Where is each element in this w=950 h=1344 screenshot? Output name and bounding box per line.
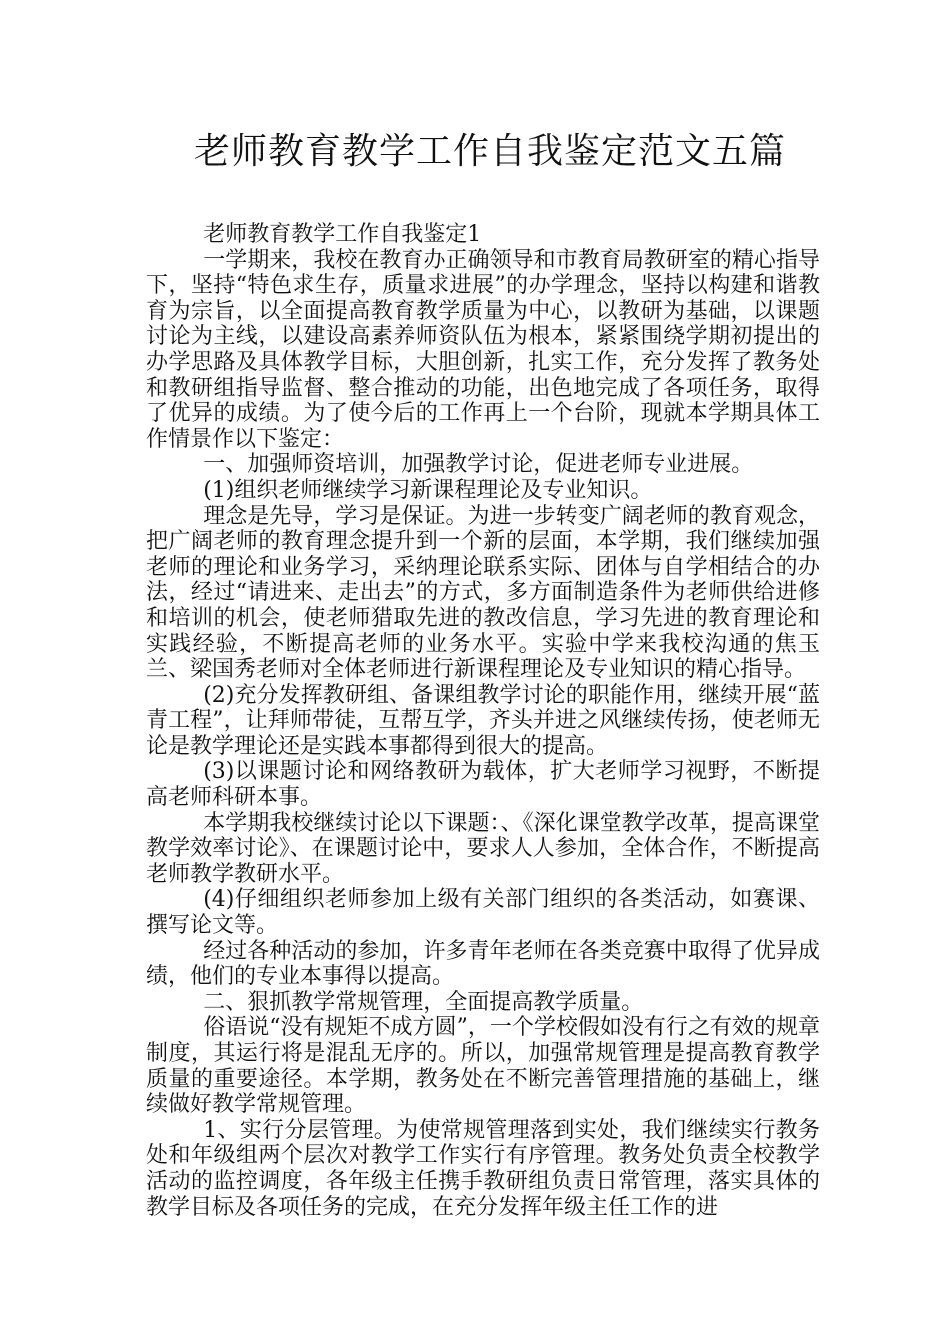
body-paragraph: (4)仔细组织老师参加上级有关部门组织的各类活动，如赛课、撰写论文等。 [146,887,820,939]
body-paragraph: 本学期我校继续讨论以下课题：、《深化课堂教学改革，提高课堂教学效率讨论》、在课题讨论中，要求人人参加，全体合作，不断提高老师教学教研水平。 [146,810,820,887]
body-paragraph: 经过各种活动的参加，许多青年老师在各类竞赛中取得了优异成绩，他们的专业本事得以提高。 [146,938,820,990]
document-title: 老师教育教学工作自我鉴定范文五篇 [193,131,786,172]
body-paragraph: (3)以课题讨论和网络教研为载体，扩大老师学习视野，不断提高老师科研本事。 [146,759,820,811]
body-paragraph: 1、实行分层管理。为使常规管理落到实处，我们继续实行教务处和年级组两个层次对教学工作实行有序管理。教务处负责全校教学活动的监控调度，各年级主任携手教研组负责日常管理，落实具体的教学目标及各项任务的完成，在充分发挥年级主任工作的进 [146,1117,820,1220]
body-paragraph: 俗语说“没有规矩不成方圆”，一个学校假如没有行之有效的规章制度，其运行将是混乱无序的。所以，加强常规管理是提高教育教学质量的重要途径。本学期，教务处在不断完善管理措施的基础上，继续做好教学常规管理。 [146,1015,820,1118]
subsection-heading: (1)组织老师继续学习新课程理论及专业知识。 [203,477,653,503]
section-heading: 二、狠抓教学常规管理，全面提高教学质量。 [203,989,644,1015]
body-paragraph: 一学期来，我校在教育办正确领导和市教育局教研室的精心指导下，坚持“特色求生存，质量求进展”的办学理念，坚持以构建和谐教育为宗旨，以全面提高教育教学质量为中心，以教研为基础，以课题讨论为主线，以建设高素养师资队伍为根本，紧紧围绕学期初提出的办学思路及具体教学目标，大胆创新，扎实工作，充分发挥了教务处和教研组指导监督、整合推动的功能，出色地完成了各项任务，取得了优异的成绩。为了使今后的工作再上一个台阶，现就本学期具体工作情景作以下鉴定： [146,247,820,452]
section-heading: 老师教育教学工作自我鉴定1 [203,222,482,247]
document-body [146,222,820,1220]
body-paragraph: (2)充分发挥教研组、备课组教学讨论的职能作用，继续开展“蓝青工程”，让拜师带徒，互帮互学，齐头并进之风继续传扬，使老师无论是教学理论还是实践本事都得到很大的提高。 [146,682,820,759]
body-paragraph: 理念是先导，学习是保证。为进一步转变广阔老师的教育观念，把广阔老师的教育理念提升到一个新的层面，本学期，我们继续加强老师的理论和业务学习，采纳理论联系实际、团体与自学相结合的办法，经过“请进来、走出去”的方式，多方面制造条件为老师供给进修和培训的机会，使老师猎取先进的教改信息，学习先进的教育理论和实践经验，不断提高老师的业务水平。实验中学来我校沟通的焦玉兰、梁国秀老师对全体老师进行新课程理论及专业知识的精心指导。 [146,503,820,683]
section-heading: 一、加强师资培训，加强教学讨论，促进老师专业进展。 [203,452,754,478]
